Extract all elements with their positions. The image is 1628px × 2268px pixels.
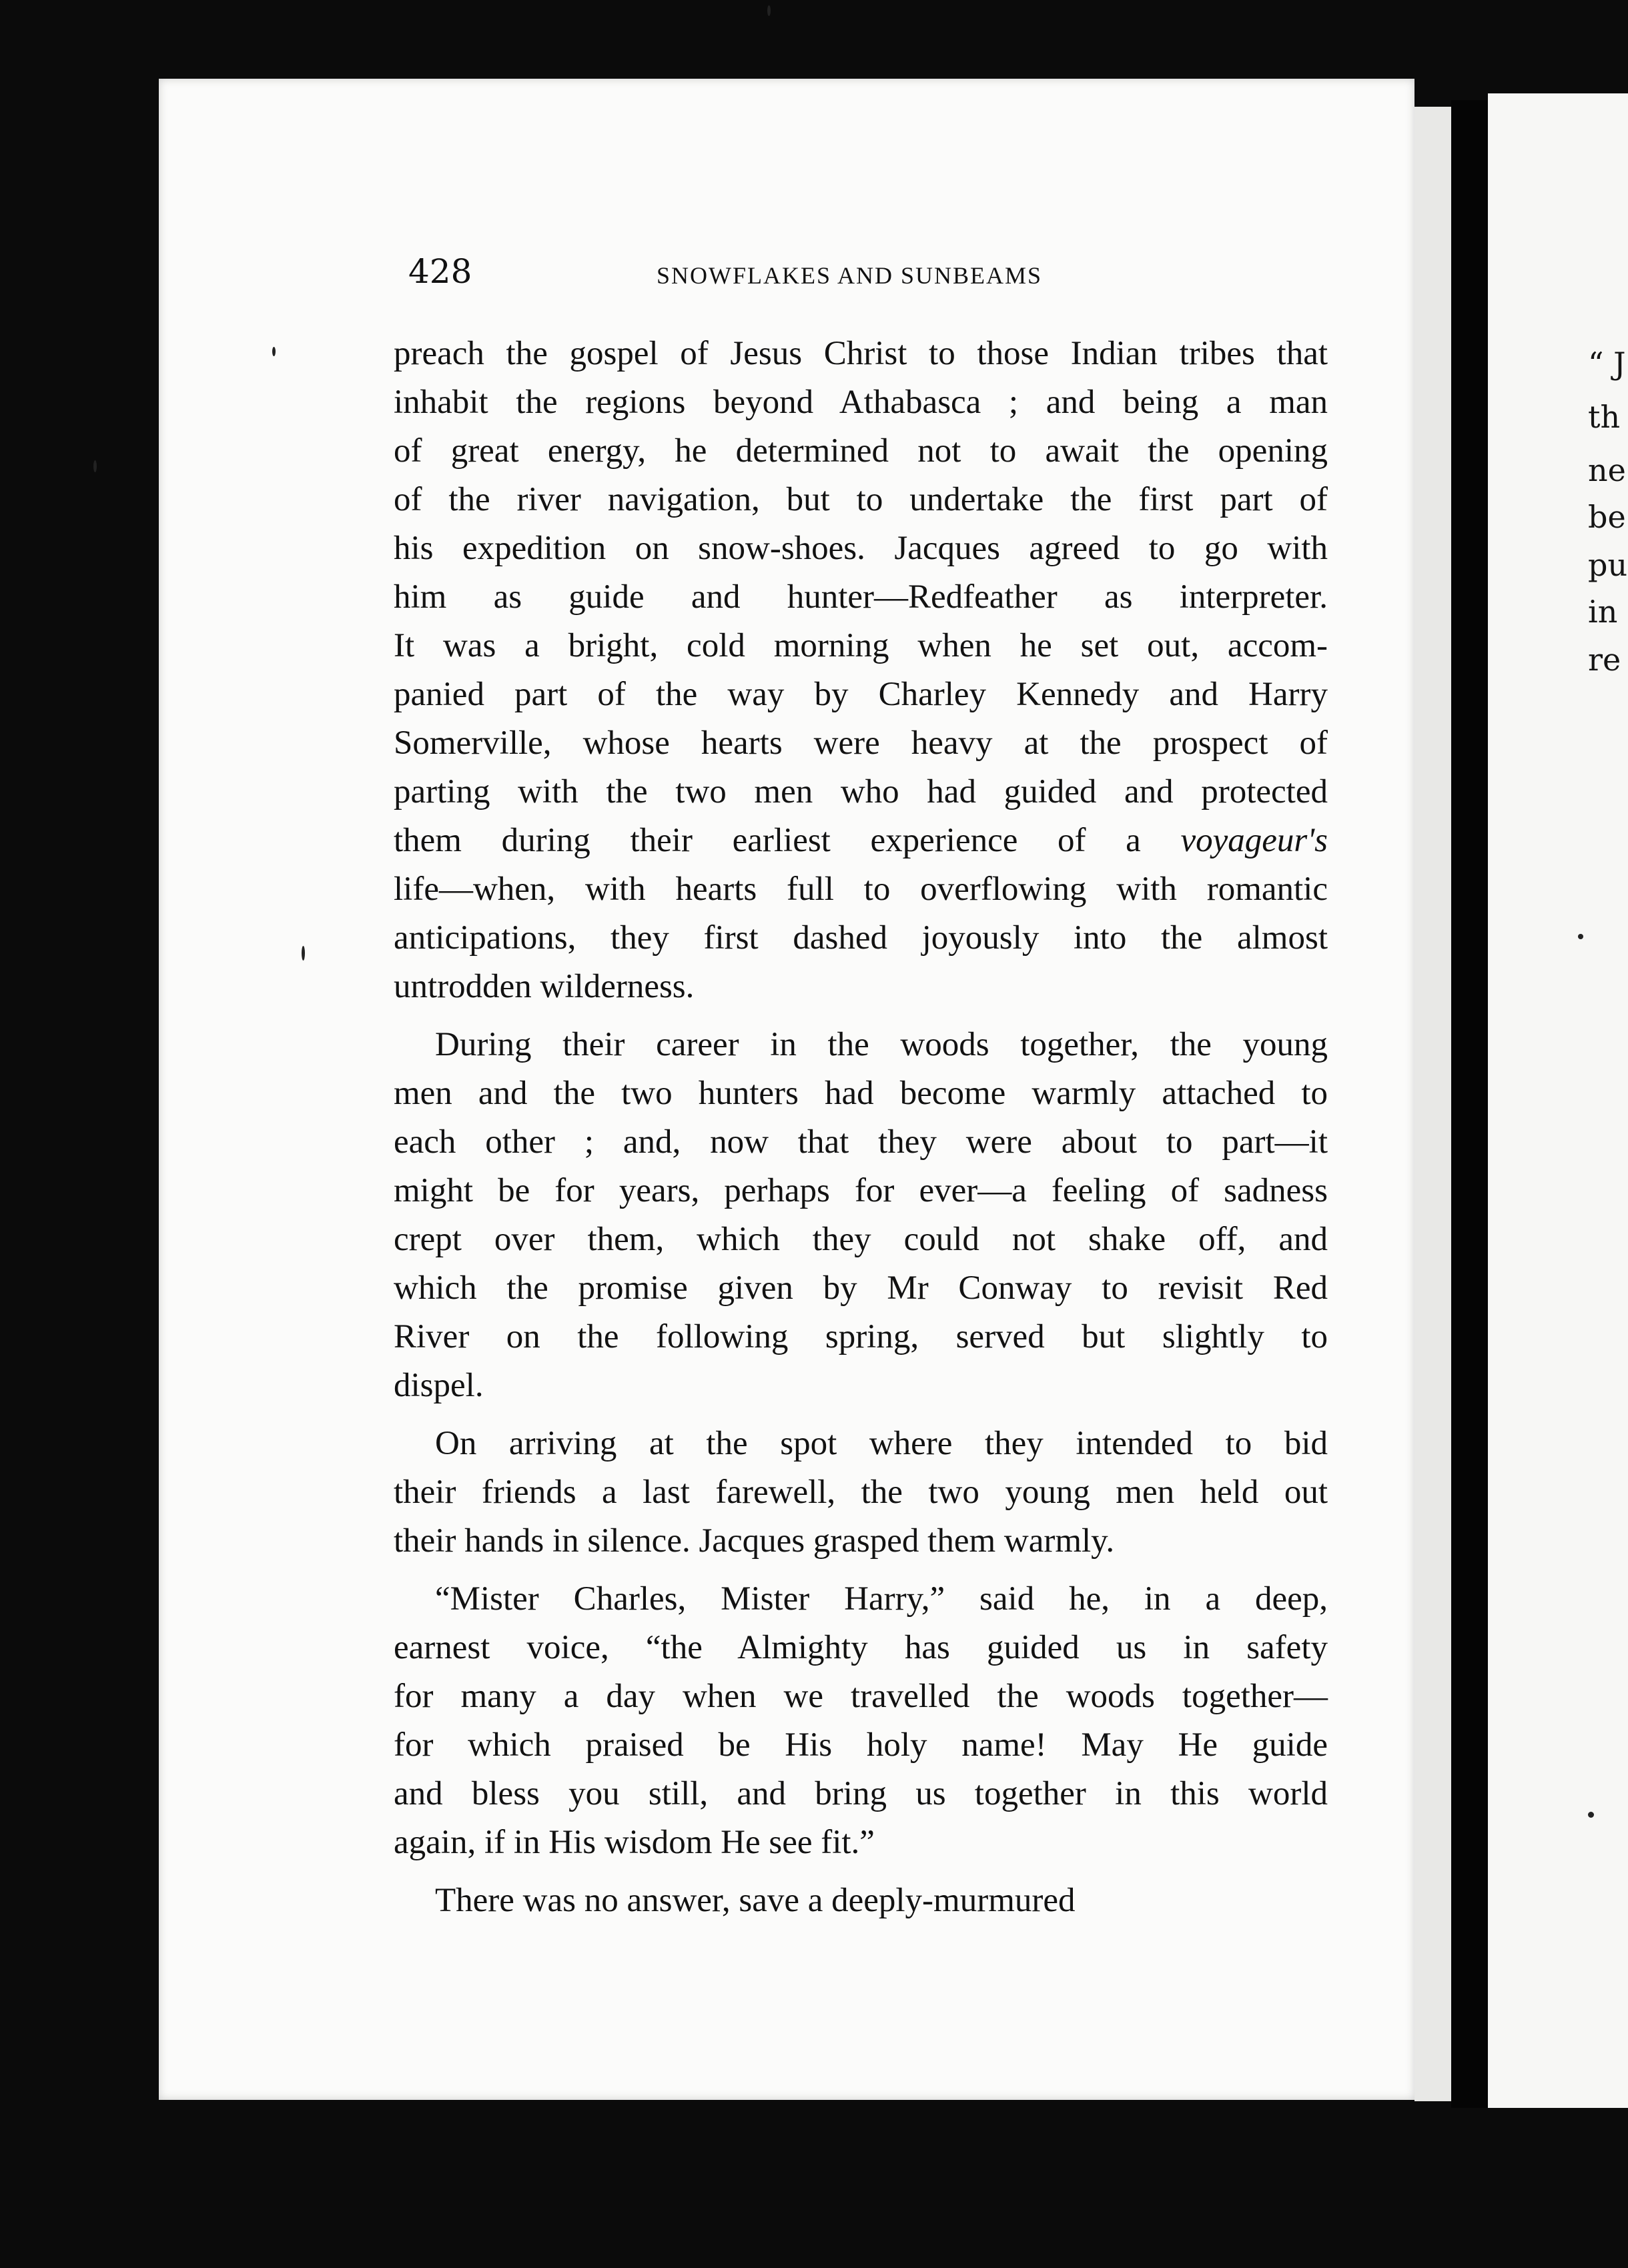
text-line: might be for years, perhaps for ever—a feeling of sadness — [394, 1172, 1328, 1209]
text-line: for many a day when we travelled the woods together— — [394, 1678, 1328, 1715]
facing-page-fragment: “ J — [1588, 346, 1626, 382]
text-line: “Mister Charles, Mister Harry,” said he, in a deep, — [435, 1580, 1328, 1618]
text-line: and bless you still, and bring us together in this world — [394, 1775, 1328, 1812]
text-line: There was no answer, save a deeply-murmured — [435, 1882, 1076, 1919]
text-line: Somerville, whose hearts were heavy at the prospect of — [394, 724, 1328, 762]
text-line: him as guide and hunter—Redfeather as interpreter. — [394, 578, 1328, 616]
scan-speck — [93, 460, 97, 472]
text-line: again, if in His wisdom He see fit.” — [394, 1824, 875, 1861]
text-line: parting with the two men who had guided and protected — [394, 773, 1328, 810]
running-header — [0, 252, 1628, 299]
text-line: their friends a last farewell, the two young men held out — [394, 1474, 1328, 1511]
text-line: which the promise given by Mr Conway to revisit Red — [394, 1269, 1328, 1307]
page-edge — [1414, 107, 1451, 2101]
text-line: their hands in silence. Jacques grasped them warmly. — [394, 1522, 1115, 1560]
text-line: On arriving at the spot where they intended to bid — [435, 1425, 1328, 1462]
paragraph-gap — [394, 1867, 1328, 1876]
body-text — [394, 330, 1328, 1925]
paragraph — [394, 330, 1328, 1011]
text-line: River on the following spring, served but slightly to — [394, 1318, 1328, 1355]
facing-page — [1488, 93, 1628, 2108]
facing-page-fragment: be — [1588, 499, 1626, 535]
text-line: During their career in the woods together, the young — [435, 1026, 1328, 1063]
paragraph-gap — [394, 1410, 1328, 1420]
paragraph-gap — [394, 1011, 1328, 1021]
text-line: of the river navigation, but to undertake the first part of — [394, 481, 1328, 518]
text-line: preach the gospel of Jesus Christ to those Indian tribes that — [394, 335, 1328, 372]
text-line: them during their earliest experience of a voyageur's — [394, 822, 1328, 859]
paragraph — [394, 1021, 1328, 1410]
text-line: men and the two hunters had become warmly attached to — [394, 1075, 1328, 1112]
paragraph-gap — [394, 1566, 1328, 1575]
running-title: SNOWFLAKES AND SUNBEAMS — [657, 262, 1043, 289]
facing-page-fragment: in — [1588, 594, 1618, 630]
scan-speck — [1588, 1812, 1594, 1818]
text-line: life—when, with hearts full to overflowing with romantic — [394, 871, 1328, 908]
facing-page-fragment: pu — [1588, 547, 1628, 583]
facing-page-fragment: re — [1588, 642, 1621, 678]
text-line: crept over them, which they could not shake off, and — [394, 1221, 1328, 1258]
scan-speck — [302, 946, 305, 961]
text-line: anticipations, they first dashed joyously into the almost — [394, 919, 1328, 957]
text-line: earnest voice, “the Almighty has guided us in safety — [394, 1629, 1328, 1666]
text-line: each other ; and, now that they were about to part—it — [394, 1123, 1328, 1161]
text-line: his expedition on snow-shoes. Jacques agreed to go with — [394, 530, 1328, 567]
text-line: untrodden wilderness. — [394, 968, 695, 1005]
text-line: dispel. — [394, 1367, 484, 1404]
paragraph — [394, 1420, 1328, 1566]
scan-speck — [1578, 934, 1583, 939]
facing-page-fragment: ne — [1588, 452, 1626, 488]
page-number: 428 — [408, 252, 472, 291]
book-gutter — [1451, 100, 1488, 2108]
text-line: panied part of the way by Charley Kennedy and Harry — [394, 676, 1328, 713]
scan-speck — [272, 347, 276, 356]
italic-word: voyageur's — [1180, 822, 1328, 859]
paragraph — [394, 1575, 1328, 1867]
text-line: of great energy, he determined not to await the opening — [394, 432, 1328, 470]
scan-speck — [767, 5, 771, 16]
text-line: inhabit the regions beyond Athabasca ; and being a man — [394, 384, 1328, 421]
facing-page-fragment: th — [1588, 399, 1621, 435]
text-line: for which praised be His holy name! May He guide — [394, 1726, 1328, 1764]
text-line: It was a bright, cold morning when he set out, accom- — [394, 627, 1328, 664]
paragraph — [394, 1876, 1328, 1925]
